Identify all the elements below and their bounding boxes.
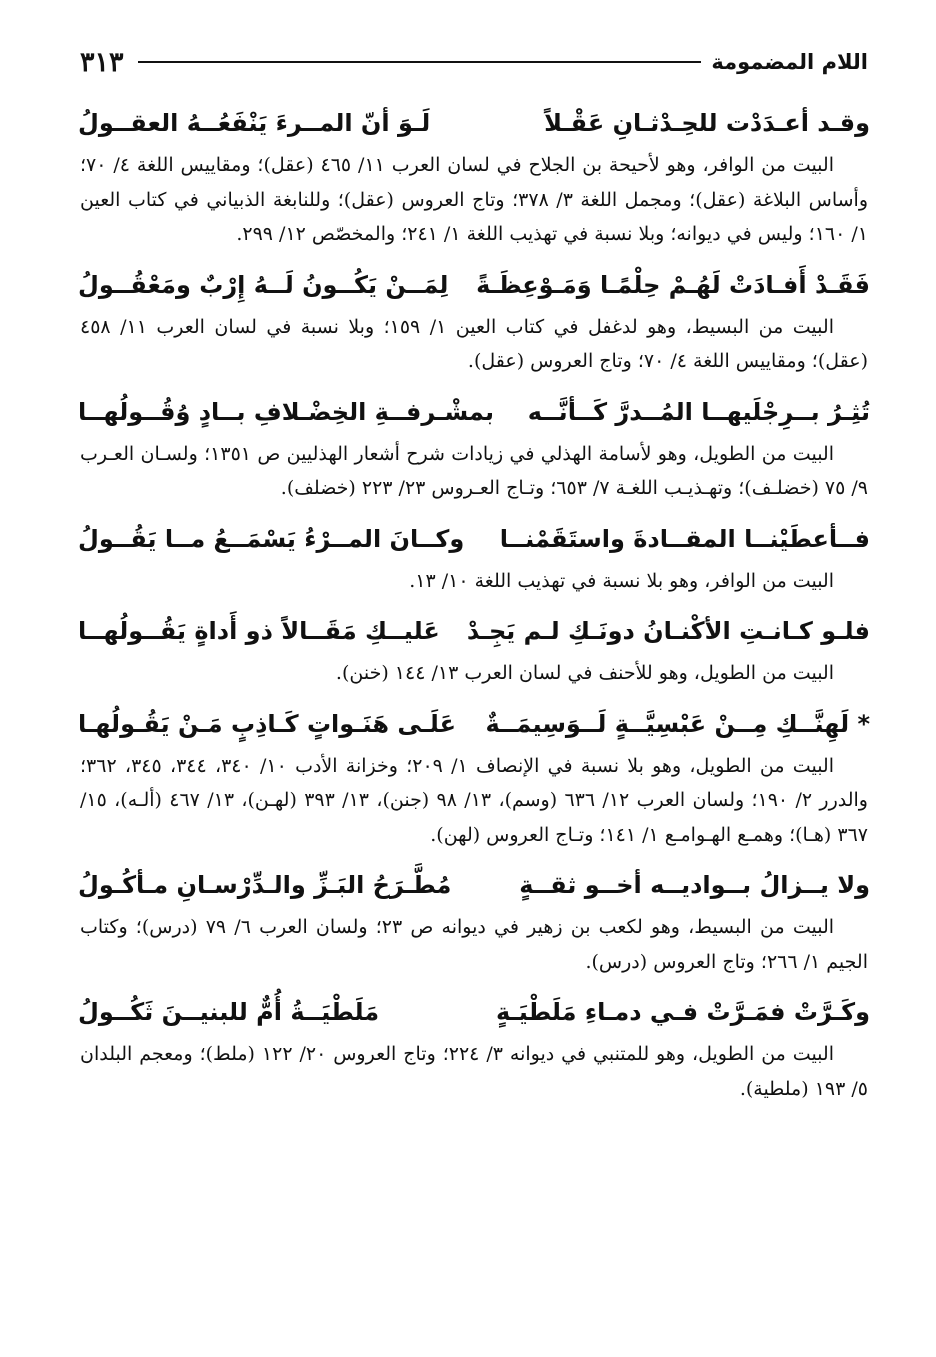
verse-entry — [78, 262, 870, 379]
verse-line — [78, 608, 870, 654]
verse-line — [78, 862, 870, 908]
verse-note: البيت من الطويل، وهو للمتنبي في ديوانه ٣/ ٢٢٤؛ وتاج العروس ٢٠/ ١٢٢ (ملط)؛ ومعجم البلدان ٥/ ١٩٣ (ملطية). — [80, 1043, 868, 1100]
second-hemistich: عَلَـى هَنَـواتٍ كَـاذِبٍ مَـنْ يَقُـولُهـا — [78, 709, 456, 738]
verse-line — [78, 516, 870, 562]
first-hemistich: ولا يــزالُ بــواديــه أخــو ثقــةٍ — [519, 871, 870, 899]
second-hemistich: عَليــكِ مَقَــالاً ذو أَداةٍ يَقُــولُهــا — [78, 617, 440, 645]
chapter-title: اللام المضمومة — [711, 50, 868, 74]
verse-line — [78, 262, 870, 308]
verse-line — [78, 389, 870, 435]
page-number: ٣١٣ — [80, 46, 124, 78]
verse-entry — [78, 100, 870, 252]
verse-note: البيت من البسيط، وهو لكعب بن زهير في ديوانه ص ٢٣؛ ولسان العرب ٦/ ٧٩ (درس)؛ وكتاب الجيم ١/ ٢٦٦؛ وتاج العروس (درس). — [80, 916, 868, 973]
verse-note: البيت من الطويل، وهو بلا نسبة في الإنصاف ١/ ٢٠٩؛ وخزانة الأدب ١٠/ ٣٤٠، ٣٤٤، ٣٤٥، ٣٦٢؛ والدرر ٢/ ١٩٠؛ ولسان العرب ١٢/ ٦٣٦ (وسم)، ١٣/ ٩٨ (جنن)، ١٣/ ٣٩٣ (لهـن)، ١٣/ ٤٦٧ (ألـه)، ١٥/ ٣٦٧ (هـا)؛ وهمـع الهـوامـع ١/ ١٤١؛ وتـاج العروس (لهن). — [80, 754, 868, 846]
verse-note: البيت من الطويل، وهو للأحنف في لسان العرب ١٣/ ١٤٤ (خنن). — [335, 662, 834, 684]
second-hemistich: لِمَــنْ يَكُــونُ لَــهُ إِرْبٌ ومَعْقُــولُ — [78, 270, 449, 299]
first-hemistich: وقـد أعـدَدْت للحِـدْثـانِ عَقْـلاً — [544, 109, 870, 137]
verse-note: البيت من البسيط، وهو لدغفل في كتاب العين ١/ ١٥٩؛ وبلا نسبة في لسان العرب ١١/ ٤٥٨ (عقل)؛ ومقاييس اللغة ٤/ ٧٠؛ وتاج العروس (عقل). — [80, 315, 868, 372]
verse-entry — [78, 608, 870, 691]
page-content — [78, 100, 870, 1106]
verse-line — [78, 100, 870, 146]
second-hemistich: وكــانَ المــرْءُ يَسْمَــعُ مــا يَقُــولُ — [78, 524, 465, 553]
verse-entry — [78, 389, 870, 506]
second-hemistich: مُطَّـرَحُ البَـزِّ والـدِّرْسـانِ مـأكُـولُ — [78, 871, 452, 899]
verse-line — [78, 701, 870, 747]
verse-note: البيت من الوافر، وهو بلا نسبة في تهذيب اللغة ١٠/ ١٣. — [409, 569, 834, 592]
page-header — [80, 40, 868, 84]
verse-entry — [78, 862, 870, 979]
second-hemistich: بمشْـرفــةِ الخِضْـلافِ بــادٍ وُقُــولُهــا — [78, 397, 494, 426]
verse-entry — [78, 701, 870, 853]
second-hemistich: لَـوَ أنّ المــرءَ يَنْفَعُــهُ العقــولُ — [78, 109, 431, 137]
first-hemistich: فلـو كـانـتِ الأكْنـانُ دونَـكِ لـم يَجِـدْ — [466, 617, 870, 645]
first-hemistich: * لَهِنَّــكِ مِــنْ عَبْسِيَّــةٍ لَــوَسِيمَــةٌ — [485, 709, 870, 738]
verse-line — [78, 989, 870, 1035]
verse-note: البيت من الطويل، وهو لأسامة الهذلي في زيادات شرح أشعار الهذليين ص ١٣٥١؛ ولسـان العـرب ٩/ ٧٥ (خضلـف)؛ وتهـذيـب اللغـة ٧/ ٦٥٣؛ وتـاج العـروس ٢٣/ ٢٢٣ (خضلف). — [80, 442, 868, 499]
first-hemistich: فَقَـدْ أَفـادَتْ لَهُـمْ حِلْمًـا وَمَـوْعِظَـةً — [476, 270, 870, 299]
verse-entry — [78, 516, 870, 599]
first-hemistich: وكَـرَّتْ فمَـرَّتْ فـي دمـاءِ مَلَطْيَـةٍ — [495, 998, 870, 1026]
verse-note: البيت من الوافر، وهو لأحيحة بن الجلاح في لسان العرب ١١/ ٤٦٥ (عقل)؛ ومقاييس اللغة ٤/ ٧٠؛ وأساس البلاغة (عقل)؛ ومجمل اللغة ٣/ ٣٧٨؛ وتاج العروس (عقل)؛ وللنابغة الذبياني في كتاب العين ١/ ١٦٠؛ وليس في ديوانه؛ وبلا نسبة في تهذيب اللغة ١/ ٢٤١؛ والمخصّص ١٢/ ٢٩٩. — [80, 154, 869, 245]
second-hemistich: مَلَطْيَــةُ أُمٌّ للبنيــنَ ثَكُــولُ — [78, 998, 380, 1026]
first-hemistich: فــأعطَيْنــا المقــادةَ واستَقَمْنــا — [499, 524, 870, 553]
verse-entry — [78, 989, 870, 1106]
header-rule — [138, 61, 702, 63]
first-hemistich: تُثِـرُ بــرِجْلَيهــا المُــدرَّ كَــأنَّــه — [527, 397, 870, 426]
